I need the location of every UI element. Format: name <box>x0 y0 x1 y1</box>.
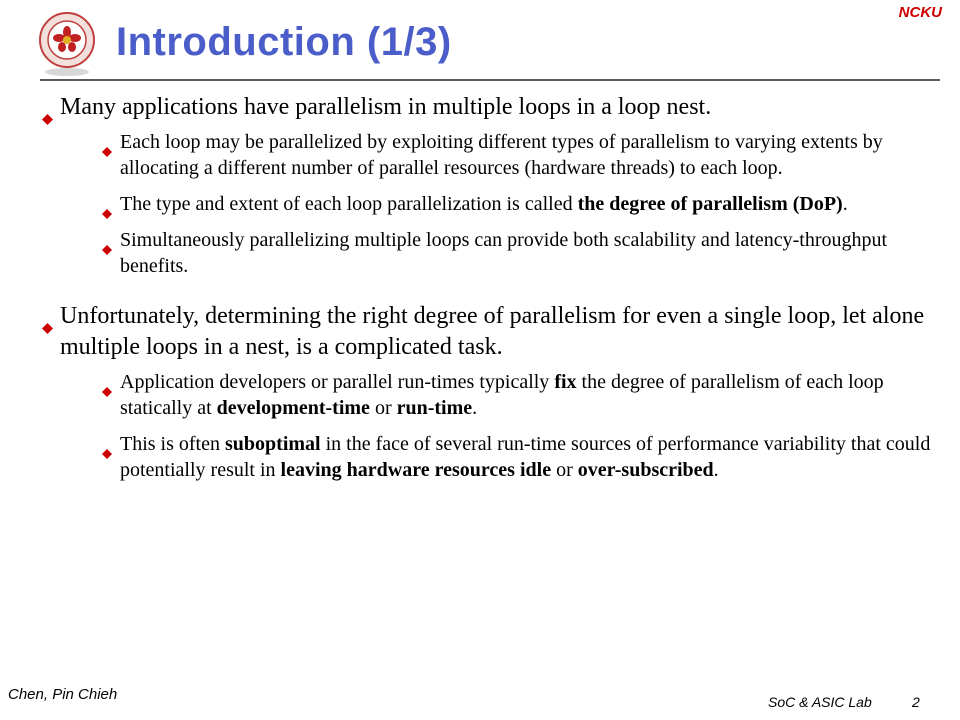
diamond-bullet-icon <box>102 236 112 246</box>
sub-bullet-text: in the face of several run-time sources of performance variability that could potentially result in <box>120 433 931 481</box>
footer-author: Chen, Pin Chieh <box>8 686 118 703</box>
emphasis-text: the degree of parallelism (DoP) <box>577 193 843 215</box>
sub-bullet-text: . <box>842 193 848 215</box>
sub-bullet-text: Application developers or parallel run-times typically <box>120 371 555 393</box>
page-number: 2 <box>912 694 920 710</box>
title-underline <box>40 79 940 81</box>
sub-bullet-text: or <box>369 397 397 419</box>
bullet-text: Many applications have parallelism in multiple loops in a loop nest. <box>60 94 712 120</box>
diamond-bullet-icon <box>42 103 53 114</box>
emphasis-text: run-time <box>396 397 473 419</box>
sub-bullet-item <box>98 431 944 483</box>
sub-bullet-item <box>98 129 944 181</box>
sub-bullet-text: . <box>472 397 478 419</box>
bullet-item <box>36 301 944 363</box>
sub-bullet-text: . <box>713 459 719 481</box>
sub-bullet-text: the degree of parallelism of each loop statically at <box>120 371 884 419</box>
sub-bullet-text: Each loop may be parallelized by exploiting different types of parallelism to varying extents by allocating a different number of parallel resources (hardware threads) to each loop. <box>120 131 883 179</box>
sub-bullet-text: Simultaneously parallelizing multiple loops can provide both scalability and latency-throughput benefits. <box>120 229 888 277</box>
diamond-bullet-icon <box>102 440 112 450</box>
sub-bullet-item <box>98 191 944 217</box>
diamond-bullet-icon <box>42 312 53 323</box>
emphasis-text: fix <box>554 371 577 393</box>
sub-bullet-text: The type and extent of each loop parallelization is called <box>120 193 578 215</box>
diamond-bullet-icon <box>102 200 112 210</box>
sub-bullet-text: This is often <box>120 433 225 455</box>
org-label: NCKU <box>898 4 942 21</box>
diamond-bullet-icon <box>102 378 112 388</box>
emphasis-text: leaving hardware resources idle <box>280 459 552 481</box>
footer-lab: SoC & ASIC Lab <box>768 694 872 710</box>
section-gap <box>36 289 944 301</box>
sub-bullet-item <box>98 369 944 421</box>
university-logo-seal <box>38 10 96 78</box>
slide-title: Introduction (1/3) <box>116 20 452 64</box>
sub-bullet-item <box>98 227 944 279</box>
bullet-text: Unfortunately, determining the right degree of parallelism for even a single loop, let alone multiple loops in a nest, is a complicated task. <box>60 303 925 360</box>
emphasis-text: suboptimal <box>225 433 321 455</box>
bullet-item <box>36 92 944 123</box>
slide-body <box>36 92 944 493</box>
emphasis-text: development-time <box>216 397 370 419</box>
sub-bullet-text: or <box>551 459 578 481</box>
emphasis-text: over-subscribed <box>577 459 714 481</box>
diamond-bullet-icon <box>102 138 112 148</box>
